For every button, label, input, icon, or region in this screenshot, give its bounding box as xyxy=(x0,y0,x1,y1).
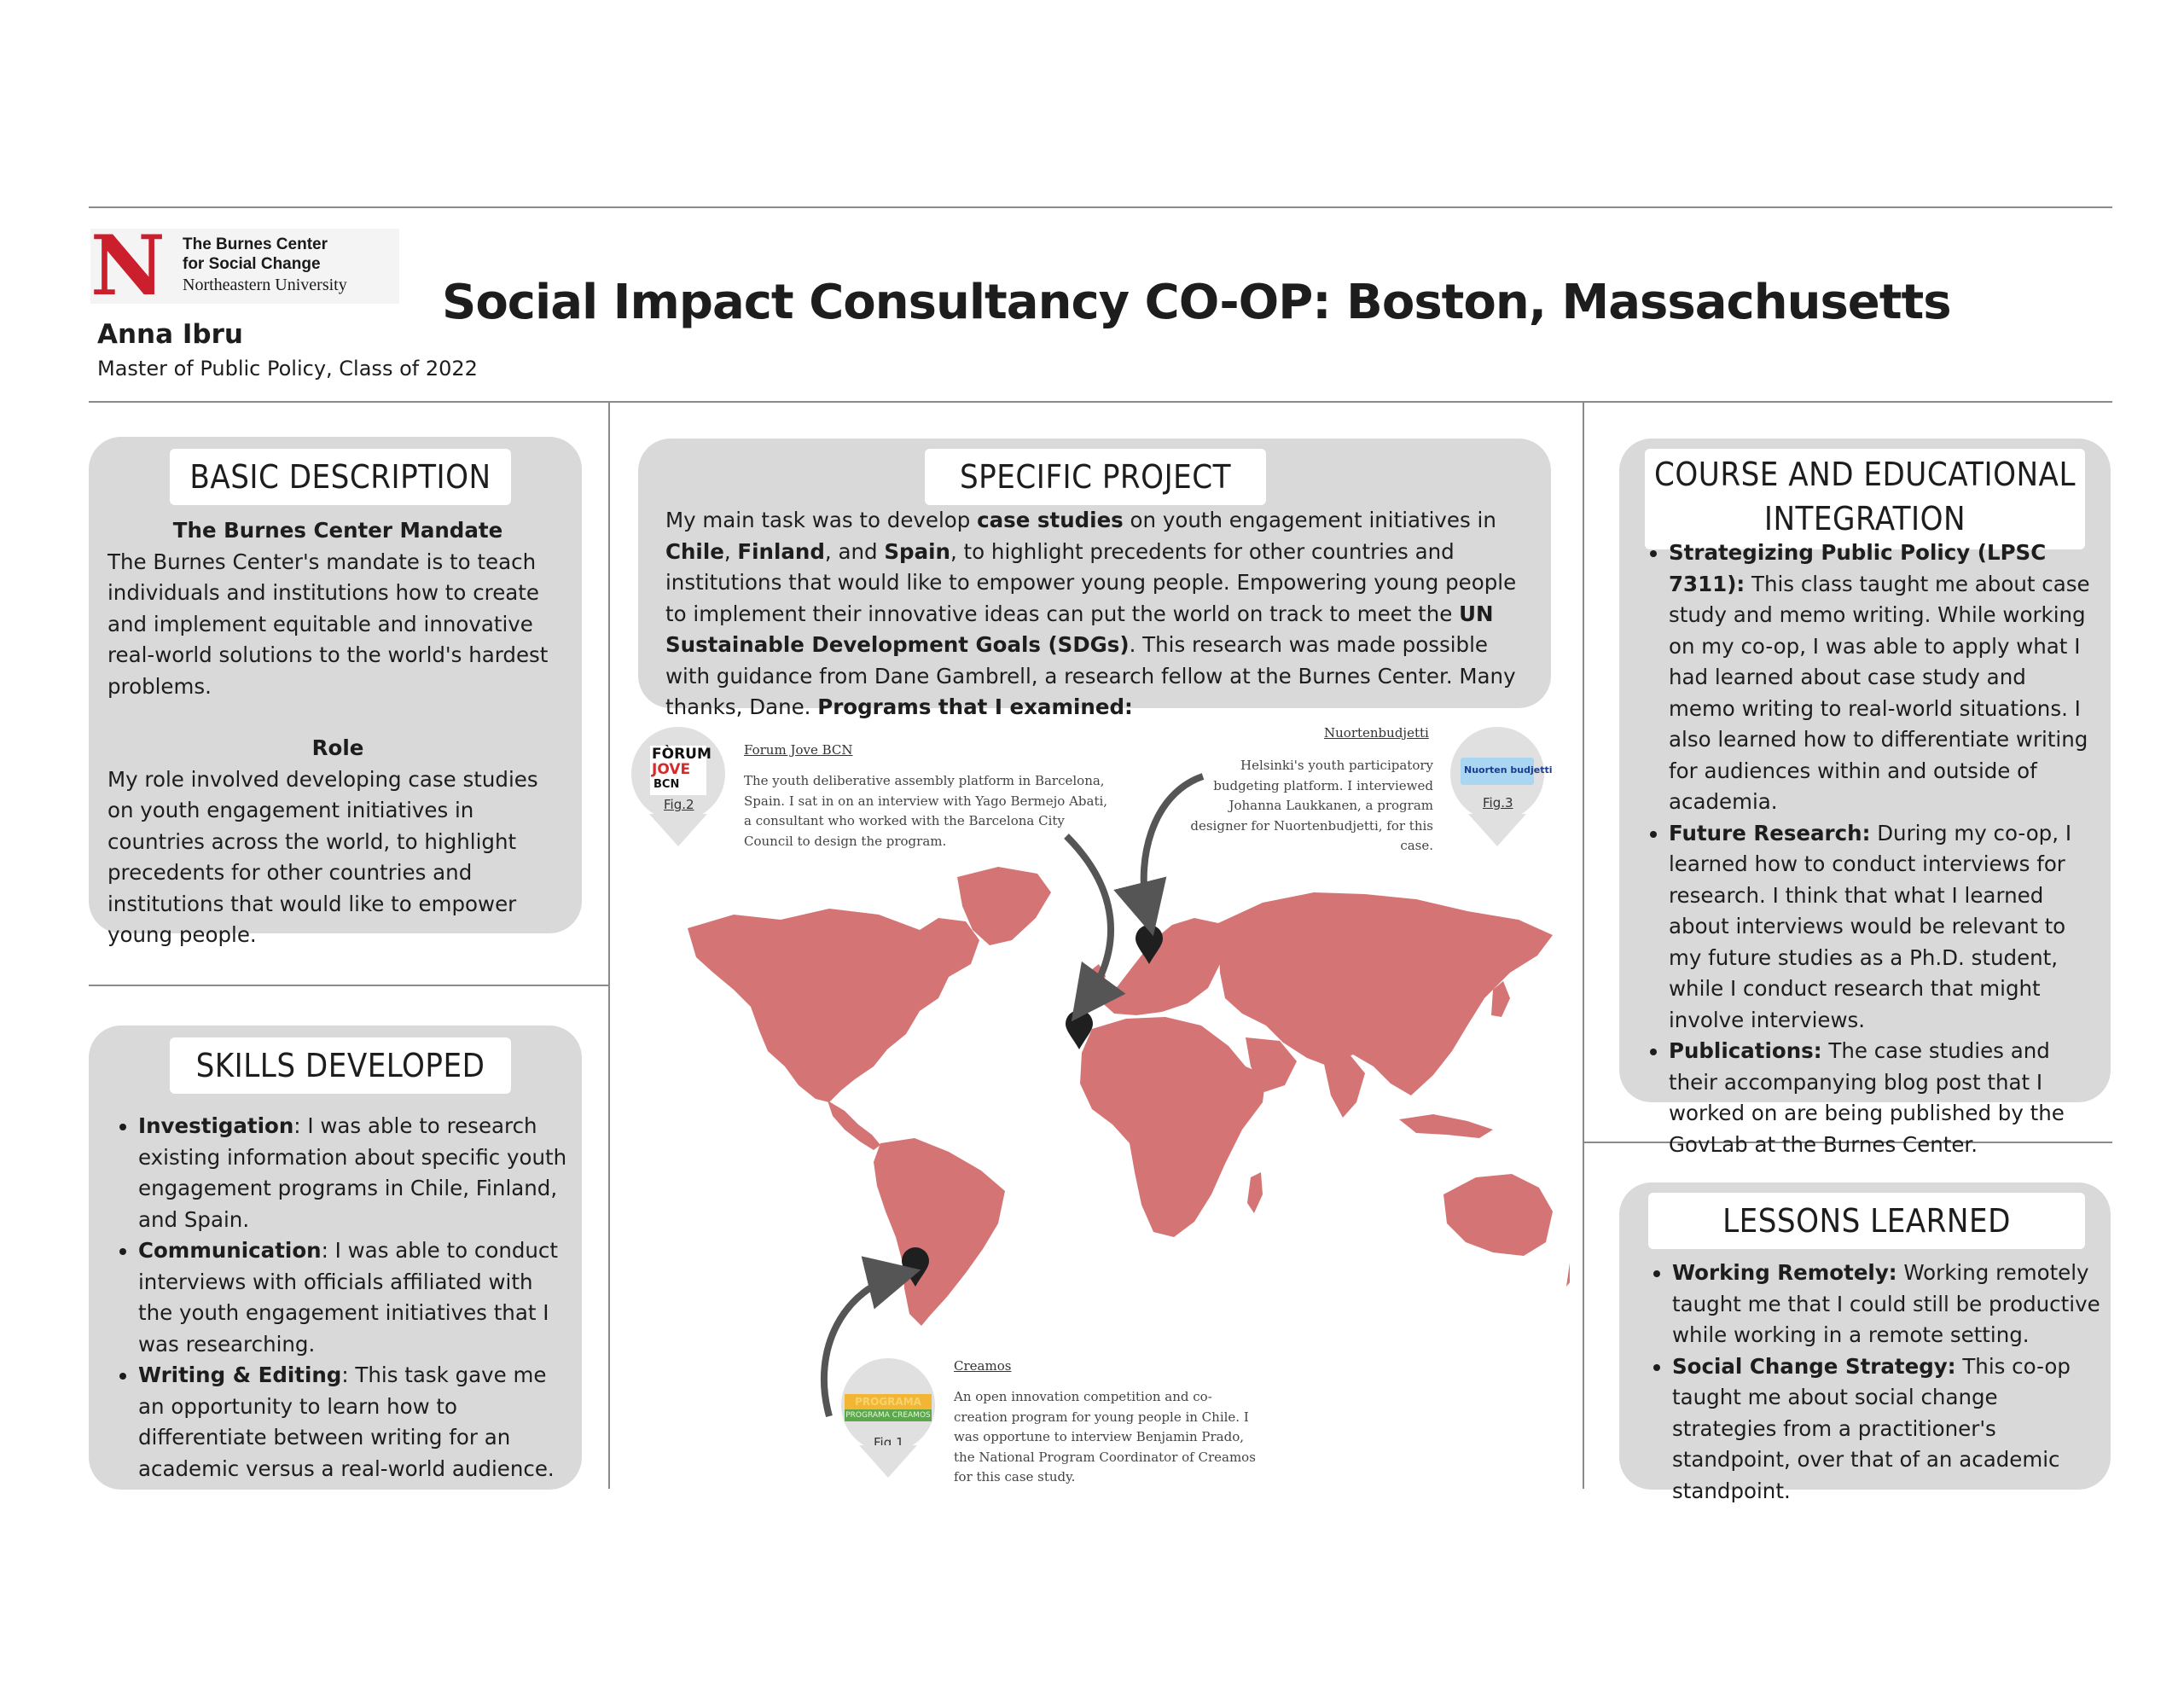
nuorten-title: Nuortenbudjetti xyxy=(1324,725,1429,741)
forum-title: Forum Jove BCN xyxy=(744,742,853,758)
list-item xyxy=(1669,818,2099,1037)
logo-line-2: for Social Change xyxy=(183,255,321,273)
project-bold: Spain xyxy=(884,538,950,564)
project-text: . This research was made possible with guidance from Dane Gambrell, a research fellow at the Burnes Center. Many thanks, Dane. xyxy=(665,632,1516,719)
forum-jove-logo xyxy=(650,746,712,795)
skill-text: : This task gave me an opportunity to learn how to differentiate between writing for an academic versus a real-world audience. xyxy=(138,1363,555,1481)
forum-logo-line-3: BCN xyxy=(653,778,680,791)
mandate-heading: The Burnes Center Mandate xyxy=(172,518,503,543)
project-text: on youth engagement initiatives in xyxy=(1123,508,1496,532)
logo-line-3: Northeastern University xyxy=(183,276,347,294)
poster-title: Social Impact Consultancy CO-OP: Boston, Massachusetts xyxy=(442,275,1951,330)
lessons-list xyxy=(1641,1258,2102,1507)
lesson-text: This co-op taught me about social change strategies from a practitioner's standpoint, over that of an academic standpoint. xyxy=(1672,1353,2071,1503)
nuorten-description: Helsinki's youth participatory budgeting platform. I interviewed Johanna Laukkanen, a program designer for Nuortenbudjetti, for this case. xyxy=(1190,758,1433,853)
forum-fig-label: Fig.2 xyxy=(664,797,694,812)
project-bold: case studies xyxy=(977,508,1124,532)
lessons-panel xyxy=(1619,1182,2111,1503)
project-bold: UN Sustainable Development Goals (SDGs) xyxy=(665,601,1494,657)
lesson-text: Working remotely taught me that I could still be productive while working in a remote setting. xyxy=(1672,1260,2100,1347)
list-item xyxy=(1669,1036,2099,1160)
project-bold: Finland xyxy=(737,538,825,564)
forum-logo-line-1: FÒRUM xyxy=(652,746,712,763)
author-name: Anna Ibru xyxy=(97,319,243,350)
creamos-pin xyxy=(841,1358,935,1452)
course-item-text: The case studies and their accompanying blog post that I worked on are being published by the GovLab at the Burnes Center. xyxy=(1669,1038,2065,1157)
creamos-fig-label: Fig.1 xyxy=(874,1435,904,1450)
course-integration-panel xyxy=(1619,439,2111,1157)
nuorten-budjetti-logo xyxy=(1461,758,1553,785)
logo-line-1: The Burnes Center xyxy=(183,235,328,253)
creamos-pin-tail xyxy=(859,1445,917,1478)
list-item xyxy=(1669,537,2099,818)
creamos-logo-line-1: PROGRAMA xyxy=(845,1394,932,1409)
creamos-logo-line-2: PROGRAMA CREAMOS xyxy=(845,1411,931,1420)
course-item-title: Publications: xyxy=(1669,1038,1822,1063)
forum-logo-line-2: JOVE xyxy=(652,761,691,778)
project-bold: Chile xyxy=(665,538,724,564)
creamos-title: Creamos xyxy=(954,1358,1012,1374)
project-text: My main task was to develop xyxy=(665,508,978,532)
project-bold: Programs that I examined: xyxy=(817,694,1133,719)
project-text: , and xyxy=(824,538,885,564)
lesson-title: Working Remotely: xyxy=(1672,1260,1897,1285)
course-integration-list xyxy=(1638,537,2099,1160)
project-text: , xyxy=(723,538,738,564)
project-text: , to highlight precedents for other countries and institutions that would like to empower young people. Empowering young people to implement their innovative ideas can put the world on track to meet the xyxy=(665,538,1517,626)
creamos-description: An open innovation competition and co-creation program for young people in Chile. I was opportune to interview Benjamin Prado, the National Program Coordinator of Creamos for this case study. xyxy=(954,1389,1256,1485)
forum-arrow-icon xyxy=(1066,836,1111,1005)
skill-title: Communication xyxy=(138,1238,322,1263)
skill-title: Writing & Editing xyxy=(138,1363,342,1387)
nuorten-pin xyxy=(1450,727,1553,821)
role-heading: Role xyxy=(311,735,364,760)
forum-description: The youth deliberative assembly platform in Barcelona, Spain. I sat in on an interview with Yago Bermejo Abati, a consultant who worked with the Barcelona City Council to design the program. xyxy=(744,773,1108,849)
forum-pin xyxy=(631,727,725,821)
nuorten-logo-text: Nuorten budjetti xyxy=(1464,764,1553,776)
nuorten-fig-label: Fig.3 xyxy=(1483,795,1513,811)
skill-text: : I was able to conduct interviews with officials affiliated with the youth engagement initiatives that I was researching. xyxy=(138,1238,559,1357)
mandate-text: The Burnes Center's mandate is to teach individuals and institutions how to create and implement equitable and innovative real-world solutions to the world's hardest problems. xyxy=(107,549,549,699)
nuorten-pin-tail xyxy=(1468,814,1526,846)
course-item-title: Future Research: xyxy=(1669,820,1871,845)
course-item-text: During my co-op, I learned how to conduct interviews for research. I think that what I learned about interviews would be relevant to my future studies as a Ph.D. student, while I conduct research that might involve interviews. xyxy=(1669,820,2072,1032)
skills-heading: SKILLS DEVELOPED xyxy=(170,1037,511,1094)
list-item xyxy=(1672,1258,2102,1351)
northeastern-n-logo: N xyxy=(90,218,166,314)
list-item xyxy=(1672,1351,2102,1508)
skill-title: Investigation xyxy=(138,1113,294,1138)
role-text: My role involved developing case studies on youth engagement initiatives in countries across the world, to highlight precedents for other countries and institutions that would like to empower young people. xyxy=(107,766,538,947)
author-degree: Master of Public Policy, Class of 2022 xyxy=(97,357,478,381)
course-item-text: This class taught me about case study and memo writing. While working on my co-op, I was able to apply what I had learned about case study and memo writing to real-world situations. I also learned how to differentiate writing for audiences within and outside of academia. xyxy=(1669,571,2090,814)
forum-pin-tail xyxy=(649,814,707,846)
course-item-title: Strategizing Public Policy (LPSC 7311): xyxy=(1669,540,2047,596)
creamos-logo xyxy=(845,1394,932,1423)
specific-project-heading: SPECIFIC PROJECT xyxy=(925,449,1266,505)
course-integration-heading: COURSE AND EDUCATIONAL INTEGRATION xyxy=(1645,449,2085,549)
lessons-heading: LESSONS LEARNED xyxy=(1648,1193,2085,1249)
basic-description-heading: BASIC DESCRIPTION xyxy=(170,449,511,505)
lesson-title: Social Change Strategy: xyxy=(1672,1353,1956,1379)
skill-text: : I was able to research existing information about specific youth engagement programs in Chile, Finland, and Spain. xyxy=(138,1113,567,1232)
